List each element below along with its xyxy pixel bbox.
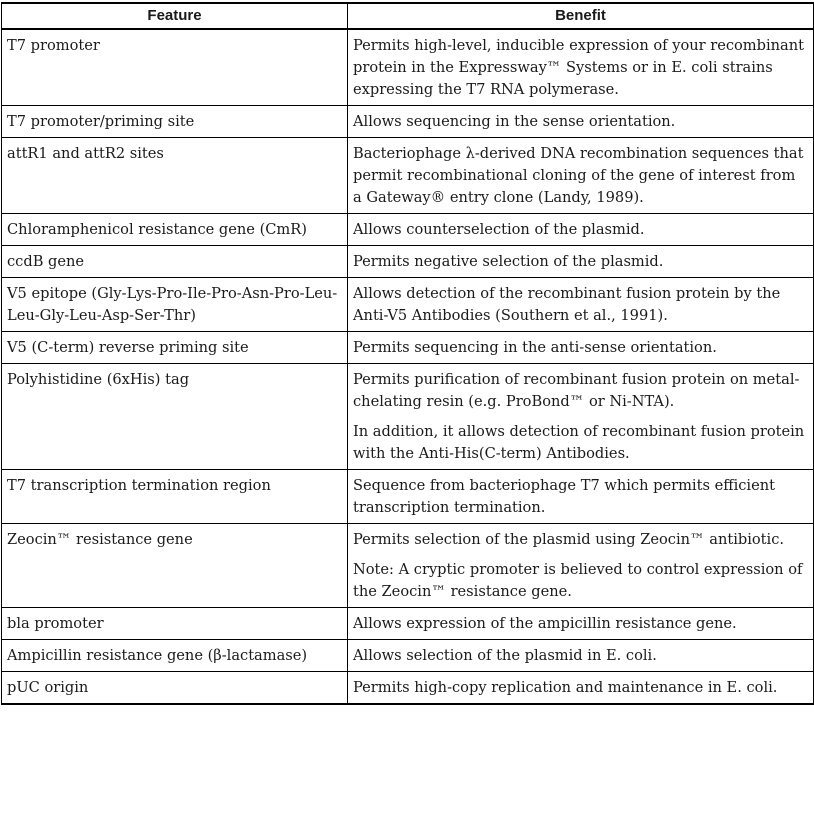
table-row <box>2 470 814 524</box>
table-row <box>2 364 814 470</box>
table-row <box>2 524 814 608</box>
table-header-row <box>2 3 814 29</box>
feature-cell: Polyhistidine (6xHis) tag <box>2 364 348 470</box>
benefit-text: Allows selection of the plasmid in E. coli. <box>353 647 657 664</box>
benefit-cell <box>348 106 814 138</box>
benefit-cell <box>348 29 814 106</box>
feature-cell: T7 promoter/priming site <box>2 106 348 138</box>
benefit-text: Allows expression of the ampicillin resistance gene. <box>353 615 737 632</box>
benefit-cell <box>348 608 814 640</box>
table-row <box>2 29 814 106</box>
table-row <box>2 332 814 364</box>
benefit-cell <box>348 278 814 332</box>
benefit-text: Permits high-level, inducible expression of your recombinant protein in the Expressway™ Systems or in E. coli strains expressing the T7 RNA polymerase. <box>353 37 805 98</box>
table-row <box>2 672 814 705</box>
benefit-note: Note: A cryptic promoter is believed to control expression of the Zeocin™ resistance gene. <box>353 561 803 600</box>
benefit-text: Allows sequencing in the sense orientation. <box>353 113 676 130</box>
table-row <box>2 246 814 278</box>
feature-cell: V5 (C-term) reverse priming site <box>2 332 348 364</box>
benefit-column-header: Benefit <box>348 3 814 29</box>
table-row <box>2 214 814 246</box>
table-row <box>2 640 814 672</box>
benefit-text: Permits selection of the plasmid using Zeocin™ antibiotic. <box>353 531 785 548</box>
table-row <box>2 608 814 640</box>
benefit-text: Sequence from bacteriophage T7 which permits efficient transcription termination. <box>353 477 776 516</box>
benefit-cell <box>348 524 814 608</box>
benefit-cell <box>348 470 814 524</box>
feature-cell: Chloramphenicol resistance gene (CmR) <box>2 214 348 246</box>
benefit-cell <box>348 640 814 672</box>
feature-cell: Zeocin™ resistance gene <box>2 524 348 608</box>
benefit-text: Permits purification of recombinant fusion protein on metal-chelating resin (e.g. ProBond™ or Ni-NTA). <box>353 371 800 410</box>
table-row <box>2 138 814 214</box>
benefit-text: Allows counterselection of the plasmid. <box>353 221 645 238</box>
benefit-text: Permits negative selection of the plasmid. <box>353 253 664 270</box>
benefit-text: Allows detection of the recombinant fusion protein by the Anti-V5 Antibodies (Southern et al., 1991). <box>353 285 781 324</box>
feature-cell: ccdB gene <box>2 246 348 278</box>
benefit-text: Permits sequencing in the anti-sense orientation. <box>353 339 717 356</box>
feature-cell: pUC origin <box>2 672 348 705</box>
feature-column-header: Feature <box>2 3 348 29</box>
table-row <box>2 106 814 138</box>
benefit-cell <box>348 672 814 705</box>
feature-cell: T7 transcription termination region <box>2 470 348 524</box>
table-row <box>2 278 814 332</box>
benefit-text: Permits high-copy replication and maintenance in E. coli. <box>353 679 778 696</box>
benefit-cell <box>348 246 814 278</box>
benefit-cell <box>348 332 814 364</box>
benefit-cell <box>348 214 814 246</box>
benefit-cell <box>348 364 814 470</box>
feature-cell: Ampicillin resistance gene (β-lactamase) <box>2 640 348 672</box>
benefit-text: Bacteriophage λ-derived DNA recombination sequences that permit recombinational cloning of the gene of interest from a Gateway® entry clone (Landy, 1989). <box>353 145 804 206</box>
benefit-text: In addition, it allows detection of recombinant fusion protein with the Anti-His(C-term) Antibodies. <box>353 423 805 462</box>
feature-cell: bla promoter <box>2 608 348 640</box>
feature-cell: attR1 and attR2 sites <box>2 138 348 214</box>
feature-cell: T7 promoter <box>2 29 348 106</box>
feature-benefit-table <box>1 2 814 705</box>
feature-cell: V5 epitope (Gly-Lys-Pro-Ile-Pro-Asn-Pro-Leu-Leu-Gly-Leu-Asp-Ser-Thr) <box>2 278 348 332</box>
benefit-cell <box>348 138 814 214</box>
